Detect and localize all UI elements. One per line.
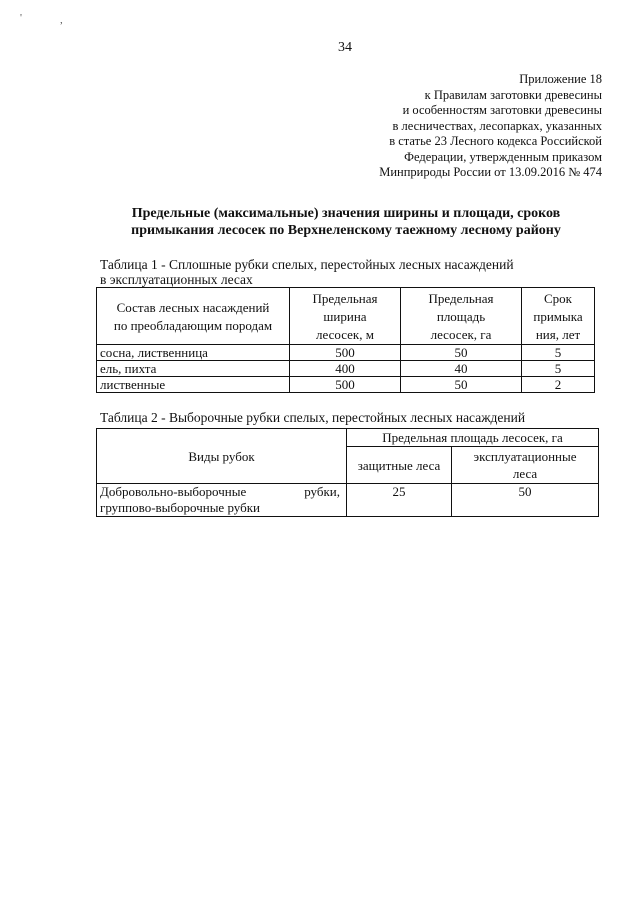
header-text: Состав лесных насаждений <box>116 300 270 315</box>
header-text: Срок <box>544 291 572 306</box>
appendix-line: к Правилам заготовки древесины <box>424 87 602 102</box>
cell-area: 50 <box>401 345 522 361</box>
header-text: эксплуатационные <box>473 449 577 464</box>
cell-text-line <box>100 484 340 500</box>
cell-text: Добровольно-выборочные <box>100 484 247 499</box>
header-area <box>401 288 522 345</box>
table-row <box>97 345 595 361</box>
header-text: Предельная <box>312 291 378 306</box>
table-clear-cutting <box>96 287 595 393</box>
table-header-row <box>97 288 595 345</box>
cell-species: сосна, лиственница <box>97 345 290 361</box>
table-row <box>97 484 599 517</box>
appendix-line: в лесничествах, лесопарках, указанных <box>392 118 602 133</box>
table2-caption: Таблица 2 - Выборочные рубки спелых, перестойных лесных насаждений <box>100 410 526 425</box>
table1-caption-continued: в эксплуатационных лесах <box>100 272 253 287</box>
cell-width: 500 <box>290 345 401 361</box>
cell-width: 400 <box>290 361 401 377</box>
header-cutting-type: Виды рубок <box>97 429 347 484</box>
header-exploitation-forests <box>452 447 599 484</box>
appendix-line: Минприроды России от 13.09.2016 № 474 <box>379 165 602 179</box>
header-width <box>290 288 401 345</box>
cell-term: 5 <box>522 345 595 361</box>
cell-cutting-type <box>97 484 347 517</box>
appendix-line: Федерации, утвержденным приказом <box>404 149 602 164</box>
header-term <box>522 288 595 345</box>
appendix-line: в статье 23 Лесного кодекса Российской <box>389 134 602 148</box>
cell-species: ель, пихта <box>97 361 290 377</box>
cell-protective: 25 <box>347 484 452 517</box>
cell-area: 50 <box>401 377 522 393</box>
table1-caption: Таблица 1 - Сплошные рубки спелых, перестойных лесных насаждений <box>100 257 514 272</box>
header-text: Предельная <box>428 291 494 306</box>
appendix-line: Приложение 18 <box>519 72 602 86</box>
header-text: по преобладающим породам <box>113 318 273 333</box>
cell-exploitation: 50 <box>452 484 599 517</box>
cell-term: 5 <box>522 361 595 377</box>
title-line: примыкания лесосек по Верхнеленскому таежному лесному району <box>131 223 561 238</box>
cell-term: 2 <box>522 377 595 393</box>
header-text: ширина <box>323 309 367 324</box>
cell-species: лиственные <box>97 377 290 393</box>
header-text: площадь <box>436 309 486 324</box>
table-row <box>97 361 595 377</box>
table-selective-cutting <box>96 428 599 517</box>
document-title <box>96 205 596 239</box>
cell-text: рубки, <box>304 484 340 499</box>
header-species <box>97 288 290 345</box>
title-line: Предельные (максимальные) значения ширины и площади, сроков <box>131 206 561 221</box>
header-text: лесосек, га <box>430 327 492 342</box>
header-text: примыка <box>533 309 583 324</box>
cell-text: групповo-выборочные рубки <box>100 500 260 515</box>
scan-mark: ' <box>20 12 22 24</box>
header-max-area: Предельная площадь лесосек, га <box>347 429 599 447</box>
appendix-line: и особенностям заготовки древесины <box>402 103 602 117</box>
header-text: ния, лет <box>535 327 581 342</box>
appendix-header <box>379 72 602 181</box>
header-text: лесосек, м <box>316 327 374 342</box>
cell-width: 500 <box>290 377 401 393</box>
header-text: леса <box>512 466 538 481</box>
scan-mark: , <box>60 14 63 26</box>
header-protective-forests: защитные леса <box>347 447 452 484</box>
page-number: 34 <box>338 40 352 55</box>
table-header-row <box>97 429 599 447</box>
table-row <box>97 377 595 393</box>
cell-area: 40 <box>401 361 522 377</box>
